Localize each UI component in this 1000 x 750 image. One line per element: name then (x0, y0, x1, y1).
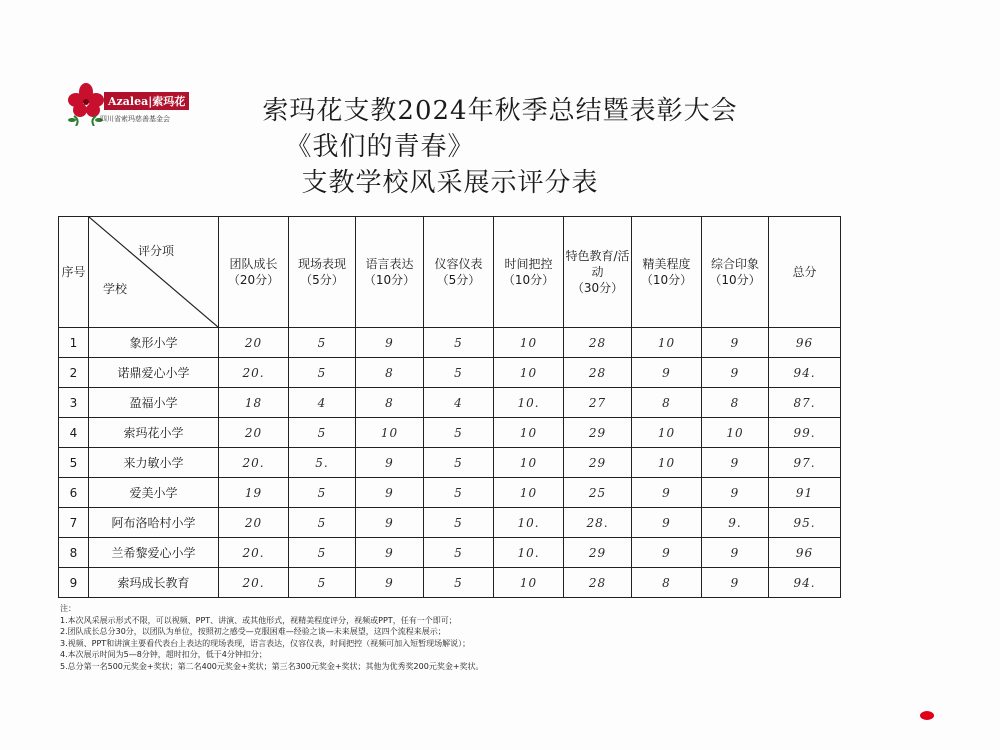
criterion-header: 现场表现 （5分） (289, 217, 356, 328)
score-cell: 9 (702, 328, 769, 358)
score-cell: 9 (702, 568, 769, 598)
index-header: 序号 (59, 217, 89, 328)
score-cell: 10 (494, 448, 564, 478)
logo-org-text: 四川省索玛慈善基金会 (100, 115, 170, 123)
notes-heading: 注： (60, 604, 76, 613)
table-row (59, 358, 841, 388)
score-cell: 9 (632, 358, 702, 388)
score-table (58, 216, 841, 598)
score-cell: 9 (702, 448, 769, 478)
score-cell: 9 (632, 508, 702, 538)
criterion-header: 时间把控 （10分） (494, 217, 564, 328)
score-cell: 20. (219, 358, 289, 388)
score-cell: 5 (424, 418, 494, 448)
score-cell: 10. (494, 538, 564, 568)
score-table-body (59, 328, 841, 598)
score-cell: 8 (632, 388, 702, 418)
score-cell: 5 (424, 568, 494, 598)
row-index: 1 (59, 328, 89, 358)
total-header: 总分 (769, 217, 841, 328)
score-cell: 9. (702, 508, 769, 538)
score-cell: 20 (219, 508, 289, 538)
notes-section (60, 603, 780, 672)
note-item: 2.团队成长总分30分，以团队为单位，按照初之感受—克服困难—经验之谈—未来展望，这四个流程来展示； (60, 627, 446, 636)
diagonal-header (89, 217, 219, 328)
score-cell: 9 (356, 478, 424, 508)
score-cell: 9 (356, 538, 424, 568)
score-cell: 5 (424, 328, 494, 358)
score-cell: 5 (424, 538, 494, 568)
score-cell: 18 (219, 388, 289, 418)
score-cell: 28. (564, 508, 632, 538)
score-cell: 5 (289, 538, 356, 568)
score-cell: 10 (494, 358, 564, 388)
score-cell: 9 (632, 538, 702, 568)
score-cell: 4 (289, 388, 356, 418)
school-name: 爱美小学 (89, 478, 219, 508)
criterion-header: 团队成长 （20分） (219, 217, 289, 328)
table-row (59, 538, 841, 568)
score-cell: 5 (289, 328, 356, 358)
score-cell: 10 (494, 568, 564, 598)
score-cell: 5 (289, 478, 356, 508)
score-cell: 28 (564, 328, 632, 358)
score-cell: 28 (564, 358, 632, 388)
school-name: 阿布洛哈村小学 (89, 508, 219, 538)
total-score-cell: 95. (769, 508, 841, 538)
score-cell: 27 (564, 388, 632, 418)
row-index: 4 (59, 418, 89, 448)
score-cell: 5 (289, 418, 356, 448)
score-cell: 8 (632, 568, 702, 598)
table-header-row (59, 217, 841, 328)
row-index: 7 (59, 508, 89, 538)
score-cell: 20. (219, 568, 289, 598)
total-score-cell: 96 (769, 328, 841, 358)
score-cell: 10 (494, 328, 564, 358)
diagonal-school-label: 学校 (103, 282, 128, 296)
table-row (59, 508, 841, 538)
score-cell: 9 (356, 568, 424, 598)
table-row (59, 388, 841, 418)
score-cell: 10. (494, 388, 564, 418)
score-cell: 20. (219, 538, 289, 568)
score-cell: 8 (702, 388, 769, 418)
total-score-cell: 96 (769, 538, 841, 568)
score-cell: 5 (424, 448, 494, 478)
school-name: 盈福小学 (89, 388, 219, 418)
school-name: 象形小学 (89, 328, 219, 358)
score-cell: 10 (356, 418, 424, 448)
total-score-cell: 97. (769, 448, 841, 478)
score-cell: 19 (219, 478, 289, 508)
table-row (59, 418, 841, 448)
score-cell: 28 (564, 568, 632, 598)
school-name: 诺鼎爱心小学 (89, 358, 219, 388)
row-index: 6 (59, 478, 89, 508)
note-item: 4.本次展示时间为5—8分钟，超时扣分，低于4分钟扣分； (60, 650, 267, 659)
school-name: 索玛成长教育 (89, 568, 219, 598)
row-index: 2 (59, 358, 89, 388)
main-title: 索玛花支教2024年秋季总结暨表彰大会 (262, 96, 738, 126)
criterion-header: 综合印象 （10分） (702, 217, 769, 328)
total-score-cell: 99. (769, 418, 841, 448)
row-index: 3 (59, 388, 89, 418)
score-cell: 5 (424, 478, 494, 508)
table-row (59, 328, 841, 358)
score-cell: 5. (289, 448, 356, 478)
score-cell: 10 (632, 418, 702, 448)
score-cell: 25 (564, 478, 632, 508)
score-cell: 10 (702, 418, 769, 448)
score-cell: 9 (356, 328, 424, 358)
score-cell: 5 (289, 508, 356, 538)
score-cell: 10 (632, 448, 702, 478)
sub-title: 《我们的青春》 (285, 132, 475, 162)
score-cell: 10. (494, 508, 564, 538)
score-cell: 4 (424, 388, 494, 418)
score-cell: 9 (356, 448, 424, 478)
criterion-header: 仪容仪表 （5分） (424, 217, 494, 328)
score-cell: 5 (424, 358, 494, 388)
red-ink-mark (920, 711, 934, 720)
score-cell: 8 (356, 388, 424, 418)
score-cell: 20 (219, 418, 289, 448)
score-cell: 29 (564, 448, 632, 478)
score-cell: 29 (564, 538, 632, 568)
row-index: 8 (59, 538, 89, 568)
note-item: 5.总分第一名500元奖金+奖状；第二名400元奖金+奖状；第三名300元奖金+奖状；其他为优秀奖200元奖金+奖状。 (60, 661, 484, 671)
row-index: 9 (59, 568, 89, 598)
total-score-cell: 87. (769, 388, 841, 418)
score-cell: 9 (702, 538, 769, 568)
score-cell: 5 (289, 568, 356, 598)
criterion-header: 特色教育/活动 （30分） (564, 217, 632, 328)
school-name: 兰希黎爱心小学 (89, 538, 219, 568)
table-row (59, 568, 841, 598)
score-cell: 10 (494, 418, 564, 448)
score-cell: 9 (632, 478, 702, 508)
logo-brand-text: Azalea|索玛花 (104, 92, 189, 110)
diagonal-criteria-label: 评分项 (137, 244, 174, 258)
table-row (59, 448, 841, 478)
school-name: 索玛花小学 (89, 418, 219, 448)
total-score-cell: 91 (769, 478, 841, 508)
note-item: 1.本次风采展示形式不限，可以视频、PPT、讲演、或其他形式，视精美程度评分，视频或PPT，任有一个即可； (60, 615, 457, 625)
diagonal-line (89, 217, 218, 327)
criterion-header: 精美程度 （10分） (632, 217, 702, 328)
row-index: 5 (59, 448, 89, 478)
score-cell: 5 (289, 358, 356, 388)
score-cell: 9 (702, 358, 769, 388)
score-cell: 10 (632, 328, 702, 358)
score-cell: 8 (356, 358, 424, 388)
score-cell: 9 (702, 478, 769, 508)
score-cell: 5 (424, 508, 494, 538)
score-cell: 20. (219, 448, 289, 478)
score-cell: 9 (356, 508, 424, 538)
sheet-title: 支教学校风采展示评分表 (301, 168, 599, 198)
school-name: 来力敏小学 (89, 448, 219, 478)
score-cell: 20 (219, 328, 289, 358)
score-cell: 29 (564, 418, 632, 448)
score-cell: 10 (494, 478, 564, 508)
total-score-cell: 94. (769, 568, 841, 598)
note-item: 3.视频、PPT和讲演主要看代表台上表达的现场表现，语言表达，仪容仪表，时间把控（视频可加入短暂现场解说）； (60, 638, 471, 648)
total-score-cell: 94. (769, 358, 841, 388)
criterion-header: 语言表达 （10分） (356, 217, 424, 328)
table-row (59, 478, 841, 508)
